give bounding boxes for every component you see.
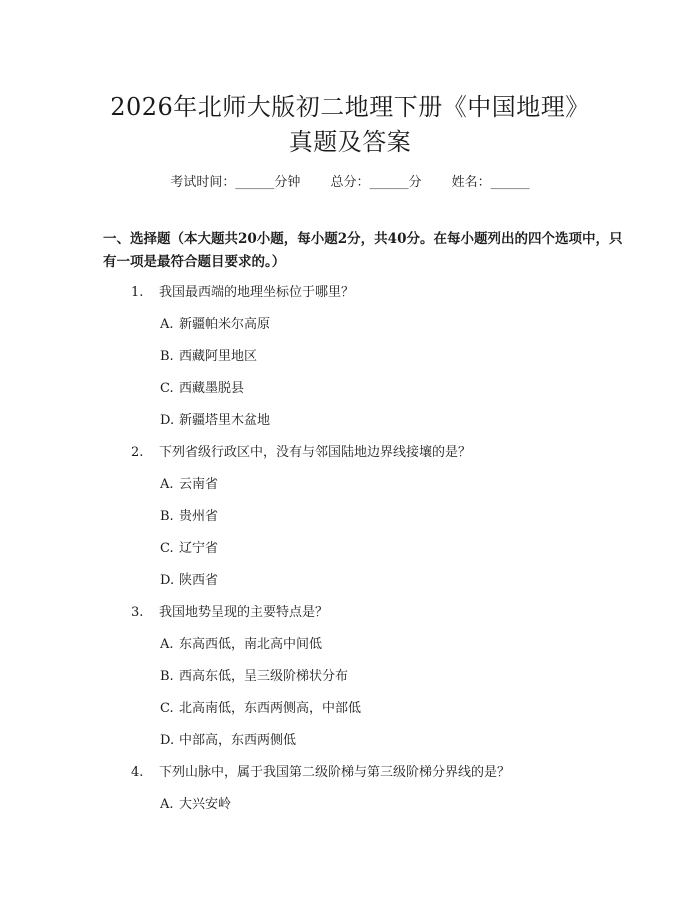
option-3c [160, 697, 361, 716]
option-letter: A. [160, 477, 174, 492]
question-number: 1. [131, 285, 144, 300]
option-letter: C. [160, 701, 174, 716]
option-text: 陕西省 [179, 573, 219, 588]
option-text: 新疆帕米尔高原 [179, 317, 271, 332]
option-2d [160, 569, 218, 588]
option-1b [160, 345, 257, 364]
question-text: 下列省级行政区中，没有与邻国陆地边界线接壤的是？ [159, 445, 472, 460]
option-letter: A. [160, 317, 174, 332]
question-3 [131, 601, 328, 620]
option-text: 新疆塔里木盆地 [179, 413, 271, 428]
option-text: 大兴安岭 [179, 797, 232, 812]
question-text: 下列山脉中，属于我国第二级阶梯与第三级阶梯分界线的是？ [159, 765, 511, 780]
question-number: 4. [131, 765, 144, 780]
question-number: 3. [131, 605, 144, 620]
option-text: 云南省 [179, 477, 219, 492]
option-1a [160, 313, 270, 332]
option-text: 贵州省 [179, 509, 219, 524]
student-name-field: 姓名：______ [451, 175, 530, 190]
option-3b [160, 665, 348, 684]
option-letter: C. [160, 541, 174, 556]
option-text: 西藏阿里地区 [179, 349, 258, 364]
option-letter: B. [160, 509, 174, 524]
exam-info [0, 171, 700, 190]
option-letter: D. [160, 733, 175, 748]
option-letter: B. [160, 669, 174, 684]
option-1c [160, 377, 244, 396]
option-3a [160, 633, 322, 652]
total-score-field: 总分：______分 [330, 175, 422, 190]
page-subtitle: 真题及答案 [288, 128, 412, 156]
option-4a [160, 793, 231, 812]
option-text: 北高南低，东西两侧高，中部低 [179, 701, 362, 716]
option-text: 东高西低，南北高中间低 [179, 637, 323, 652]
option-letter: A. [160, 637, 174, 652]
option-letter: B. [160, 349, 174, 364]
question-text: 我国最西端的地理坐标位于哪里？ [159, 285, 355, 300]
exam-time-field: 考试时间：______分钟 [170, 175, 301, 190]
option-1d [160, 409, 270, 428]
question-1 [131, 281, 354, 300]
option-letter: D. [160, 573, 175, 588]
option-letter: D. [160, 413, 175, 428]
option-2a [160, 473, 218, 492]
option-text: 中部高，东西两侧低 [179, 733, 297, 748]
question-2 [131, 441, 471, 460]
option-letter: C. [160, 381, 174, 396]
question-number: 2. [131, 445, 144, 460]
option-2c [160, 537, 218, 556]
question-text: 我国地势呈现的主要特点是？ [159, 605, 329, 620]
question-4 [131, 761, 510, 780]
option-text: 辽宁省 [179, 541, 219, 556]
section-heading: 一、选择题（本大题共20小题，每小题2分，共40分。在每小题列出的四个选项中，只有一项是最符合题目要求的。） [103, 231, 623, 270]
option-3d [160, 729, 296, 748]
option-2b [160, 505, 218, 524]
option-text: 西藏墨脱县 [179, 381, 245, 396]
page-title: 2026年北师大版初二地理下册《中国地理》 [110, 93, 590, 121]
option-letter: A. [160, 797, 174, 812]
option-text: 西高东低，呈三级阶梯状分布 [179, 669, 349, 684]
